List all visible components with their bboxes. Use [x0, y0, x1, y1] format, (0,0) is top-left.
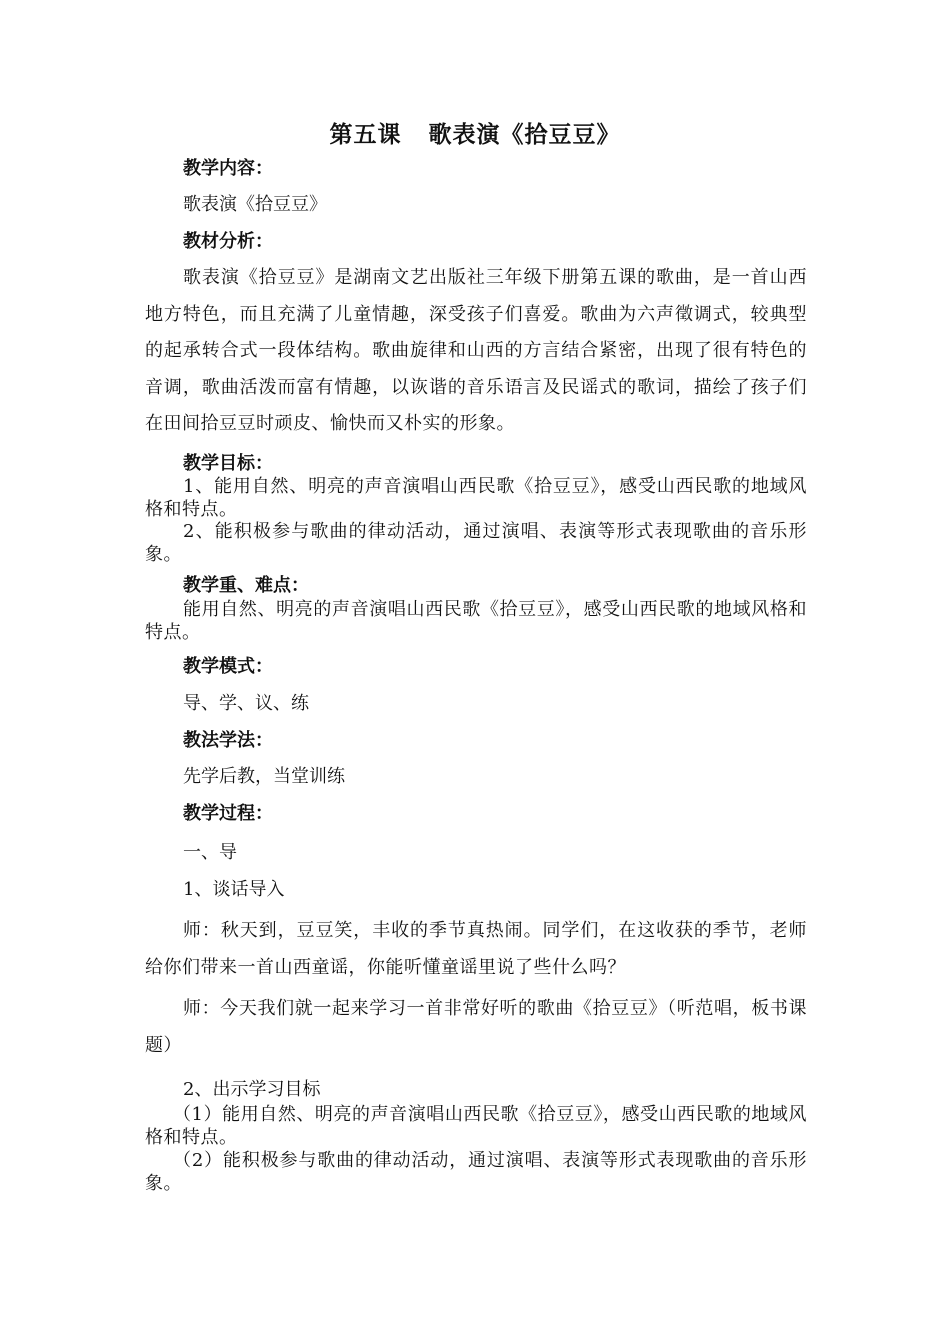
teaching-process-heading: 教学过程：	[183, 803, 273, 824]
learning-objective-1: （1）能用自然、明亮的声音演唱山西民歌《拾豆豆》，感受山西民歌的地域风格和特点。	[145, 1104, 807, 1148]
teaching-content-text: 歌表演《拾豆豆》	[183, 194, 327, 215]
step-conversation-intro: 1、谈话导入	[183, 879, 285, 900]
teaching-method-text: 先学后教，当堂训练	[183, 766, 345, 787]
key-difficulty-heading: 教学重、难点：	[183, 575, 309, 596]
teacher-speech-1: 师：秋天到，豆豆笑，丰收的季节真热闹。同学们，在这收获的季节，老师给你们带来一首山西童谣，你能听懂童谣里说了些什么吗？	[145, 920, 807, 978]
teaching-mode-text: 导、学、议、练	[183, 693, 309, 714]
teaching-content-heading: 教学内容：	[183, 158, 273, 179]
step-show-objectives: 2、出示学习目标	[183, 1079, 321, 1100]
teaching-goals-heading: 教学目标：	[183, 453, 273, 474]
teaching-goal-2: 2、能积极参与歌曲的律动活动，通过演唱、表演等形式表现歌曲的音乐形象。	[145, 521, 807, 565]
teacher-speech-2: 师：今天我们就一起来学习一首非常好听的歌曲《拾豆豆》（听范唱，板书课题）	[145, 998, 807, 1056]
material-analysis-heading: 教材分析：	[183, 231, 273, 252]
teaching-goal-1: 1、能用自然、明亮的声音演唱山西民歌《拾豆豆》，感受山西民歌的地域风格和特点。	[145, 476, 807, 520]
teaching-mode-heading: 教学模式：	[183, 656, 273, 677]
learning-objective-2: （2）能积极参与歌曲的律动活动，通过演唱、表演等形式表现歌曲的音乐形象。	[145, 1150, 807, 1194]
key-difficulty-text: 能用自然、明亮的声音演唱山西民歌《拾豆豆》，感受山西民歌的地域风格和特点。	[145, 599, 807, 643]
teaching-method-heading: 教法学法：	[183, 730, 273, 751]
lesson-title: 第五课 歌表演《拾豆豆》	[329, 121, 621, 148]
step-one-guide: 一、导	[183, 842, 237, 863]
material-analysis-text: 歌表演《拾豆豆》是湖南文艺出版社三年级下册第五课的歌曲，是一首山西地方特色，而且充满了儿童情趣，深受孩子们喜爱。歌曲为六声徵调式，较典型的起承转合式一段体结构。歌曲旋律和山西的方言结合紧密，出现了很有特色的音调，歌曲活泼而富有情趣，以诙谐的音乐语言及民谣式的歌词，描绘了孩子们在田间拾豆豆时顽皮、愉快而又朴实的形象。	[145, 267, 807, 434]
